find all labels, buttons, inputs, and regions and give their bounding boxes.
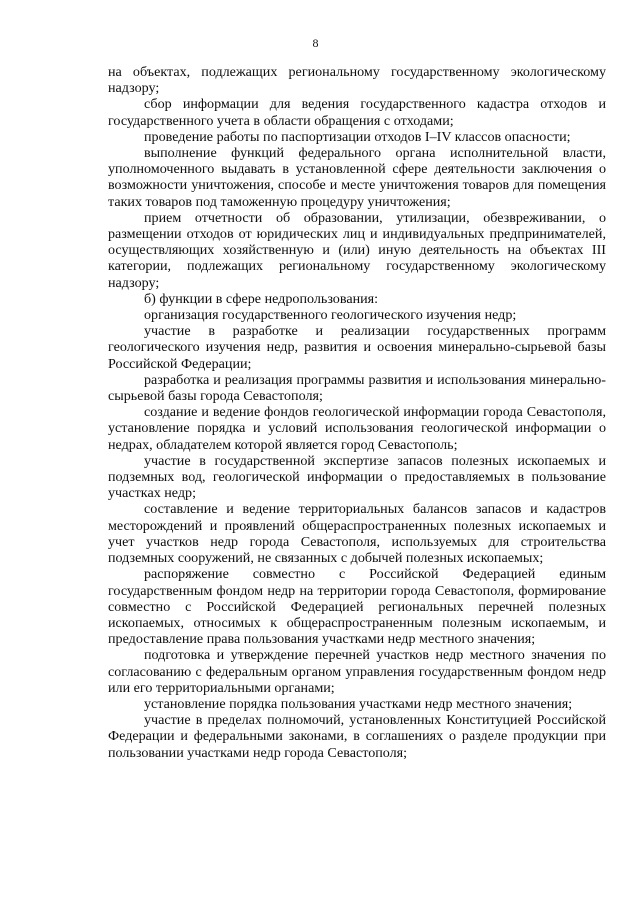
section-heading: б) функции в сфере недропользования:: [144, 290, 379, 307]
paragraph: сбор информации для ведения государственного кадастра отходов и государственного учета в области обращения с отходами;: [108, 96, 606, 129]
paragraph: участие в пределах полномочий, установленных Конституцией Российской Федерации и федеральными законами, в соглашениях о разделе продукции при пользовании участками недр города Севастополя;: [108, 712, 606, 761]
page-number: 8: [312, 36, 319, 50]
paragraph: установление порядка пользования участками недр местного значения;: [144, 695, 573, 712]
paragraph: выполнение функций федерального органа исполнительной власти, уполномоченного выдавать в установленной сфере деятельности заключения о возможности уничтожения, способе и месте уничтожения товаров для помещения таких товаров под таможенную процедуру уничтожения;: [108, 145, 606, 210]
paragraph: участие в государственной экспертизе запасов полезных ископаемых и подземных вод, геологической информации о предоставляемых в пользование участках недр;: [108, 452, 606, 502]
paragraph: организация государственного геологического изучения недр;: [144, 307, 517, 324]
paragraph: на объектах, подлежащих региональному государственному экологическому надзору;: [108, 64, 606, 97]
paragraph: создание и ведение фондов геологической информации города Севастополя, установление порядка и условий использования геологической информации о недрах, обладателем которой является город Севастополь;: [108, 404, 606, 453]
paragraph: участие в разработке и реализации государственных программ геологического изучения недр, развития и освоения минерально-сырьевой базы Российской Федерации;: [108, 323, 606, 372]
paragraph: составление и ведение территориальных балансов запасов и кадастров месторождений и проявлений общераспространенных полезных ископаемых и учет участков недр города Севастополя, используемых для строительства подземных сооружений, не связанных с добычей полезных ископаемых;: [108, 501, 606, 567]
document-body: [108, 64, 606, 761]
paragraph: подготовка и утверждение перечней участков недр местного значения по согласованию с федеральным органом управления государственным фондом недр или его территориальными органами;: [108, 647, 606, 696]
paragraph: разработка и реализация программы развития и использования минерально-сырьевой базы города Севастополя;: [108, 371, 606, 405]
paragraph: распоряжение совместно с Российской Федерацией единым государственным фондом недр на территории города Севастополя, формирование совместно с Российской Федерацией региональных перечней полезных ископаемых, относимых к общераспространенным полезным ископаемым, и предоставление права пользования участками недр местного значения;: [108, 566, 606, 648]
paragraph: проведение работы по паспортизации отходов I–IV классов опасности;: [144, 128, 571, 145]
paragraph: прием отчетности об образовании, утилизации, обезвреживании, о размещении отходов от юридических лиц и индивидуальных предпринимателей, осуществляющих хозяйственную и (или) иную деятельность на объектах III категории, подлежащих региональному государственному экологическому надзору;: [108, 209, 606, 291]
